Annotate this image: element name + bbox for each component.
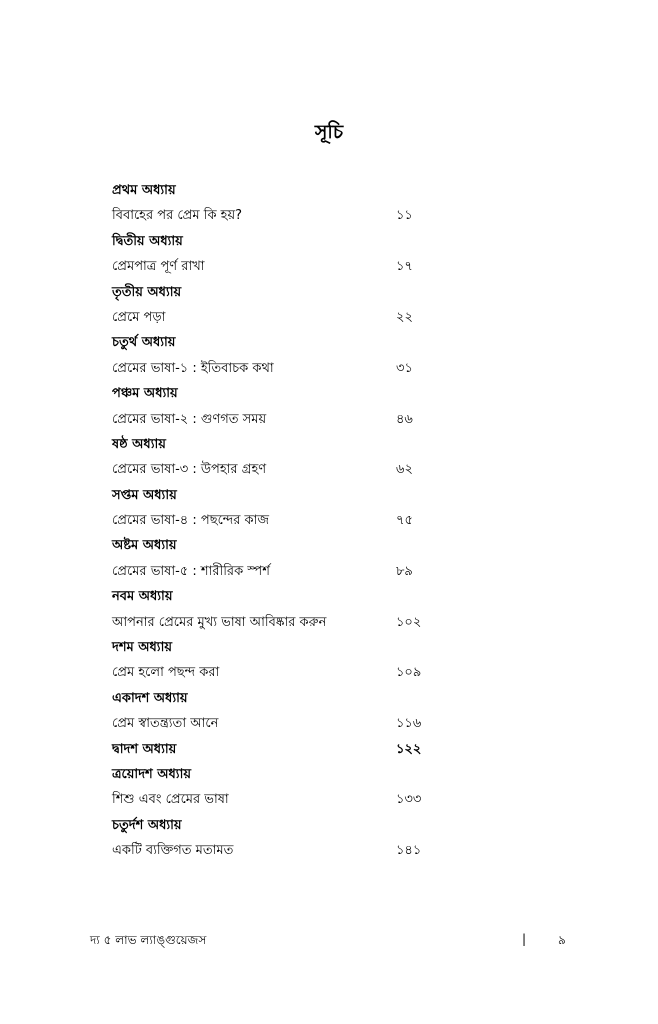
chapter-heading: নবম অধ্যায় — [112, 589, 173, 605]
entry-page-number: ৭৫ — [396, 513, 413, 529]
entry-page-number: ৪৬ — [396, 411, 413, 427]
chapter-heading: ত্রয়োদশ অধ্যায় — [112, 766, 191, 782]
toc-entry — [112, 407, 432, 432]
chapter-heading: চতুর্দশ অধ্যায় — [112, 817, 182, 833]
toc-entry — [112, 838, 432, 863]
toc-entry — [112, 305, 432, 330]
toc-entry — [112, 356, 432, 381]
entry-page-number: ২২ — [396, 309, 413, 325]
chapter-heading: ষষ্ঠ অধ্যায় — [112, 436, 166, 452]
toc-entry — [112, 457, 432, 482]
chapter-heading: অষ্টম অধ্যায় — [112, 538, 177, 554]
table-of-contents — [112, 178, 432, 864]
toc-entry — [112, 711, 432, 736]
entry-title: একটি ব্যক্তিগত মতামত — [112, 843, 234, 859]
entry-title: প্রেমের ভাষা-২ : গুণগত সময় — [112, 411, 267, 427]
entry-title: প্রেমের ভাষা-৫ : শারীরিক স্পর্শ — [112, 563, 270, 579]
entry-title: আপনার প্রেমের মুখ্য ভাষা আবিষ্কার করুন — [112, 614, 327, 630]
entry-page-number: ১৪১ — [396, 843, 422, 859]
chapter-heading: প্রথম অধ্যায় — [112, 183, 176, 198]
entry-title: প্রেম হলো পছন্দ করা — [112, 665, 220, 681]
toc-entry — [112, 610, 432, 635]
entry-title: প্রেমের ভাষা-৪ : পছন্দের কাজ — [112, 513, 270, 529]
chapter-heading: দশম অধ্যায় — [112, 640, 173, 656]
entry-title: বিবাহের পর প্রেম কি হয়? — [112, 208, 243, 224]
entry-page-number: ১০২ — [396, 614, 422, 630]
entry-title: প্রেমের ভাষা-১ : ইতিবাচক কথা — [112, 360, 274, 376]
entry-title: প্রেমপাত্র পূর্ণ রাখা — [112, 259, 205, 275]
entry-page-number: ১১ — [396, 208, 413, 224]
page-footer — [0, 932, 658, 952]
entry-page-number: ৬২ — [396, 462, 413, 478]
entry-page-number: ৮৯ — [396, 563, 413, 579]
chapter-heading: দ্বিতীয় অধ্যায় — [112, 233, 183, 249]
toc-entry — [112, 787, 432, 812]
entry-page-number: ১৭ — [396, 259, 413, 275]
entry-page-number: ১১৬ — [396, 716, 422, 732]
page-title: সূচি — [314, 121, 344, 143]
entry-page-number: ১৩৩ — [396, 792, 422, 808]
entry-title: প্রেমের ভাষা-৩ : উপহার গ্রহণ — [112, 462, 267, 478]
chapter-heading-label: দ্বাদশ অধ্যায় — [112, 741, 177, 757]
entry-title: প্রেমে পড়া — [112, 309, 166, 325]
chapter-heading: তৃতীয় অধ্যায় — [112, 284, 182, 300]
chapter-heading: একাদশ অধ্যায় — [112, 690, 188, 706]
toc-entry — [112, 508, 432, 533]
chapter-heading: পঞ্চম অধ্যায় — [112, 386, 178, 402]
footer-book-title: দ্য ৫ লাভ ল্যাঙ্গুয়েজস — [90, 933, 207, 947]
chapter-heading: চতুর্থ অধ্যায় — [112, 335, 176, 351]
entry-page-number: ৩১ — [396, 360, 413, 376]
toc-entry — [112, 203, 432, 228]
entry-page-number: ১০৯ — [396, 665, 422, 681]
entry-title: প্রেম স্বাতন্ত্র্যতা আনে — [112, 716, 219, 732]
entry-page-number: ১২২ — [396, 741, 422, 757]
toc-entry — [112, 559, 432, 584]
footer-separator: | — [522, 932, 527, 946]
entry-title: শিশু এবং প্রেমের ভাষা — [112, 792, 229, 808]
toc-entry — [112, 254, 432, 279]
chapter-heading — [112, 737, 432, 762]
chapter-heading: সপ্তম অধ্যায় — [112, 487, 177, 503]
footer-page-number: ৯ — [558, 933, 566, 947]
toc-entry — [112, 660, 432, 685]
